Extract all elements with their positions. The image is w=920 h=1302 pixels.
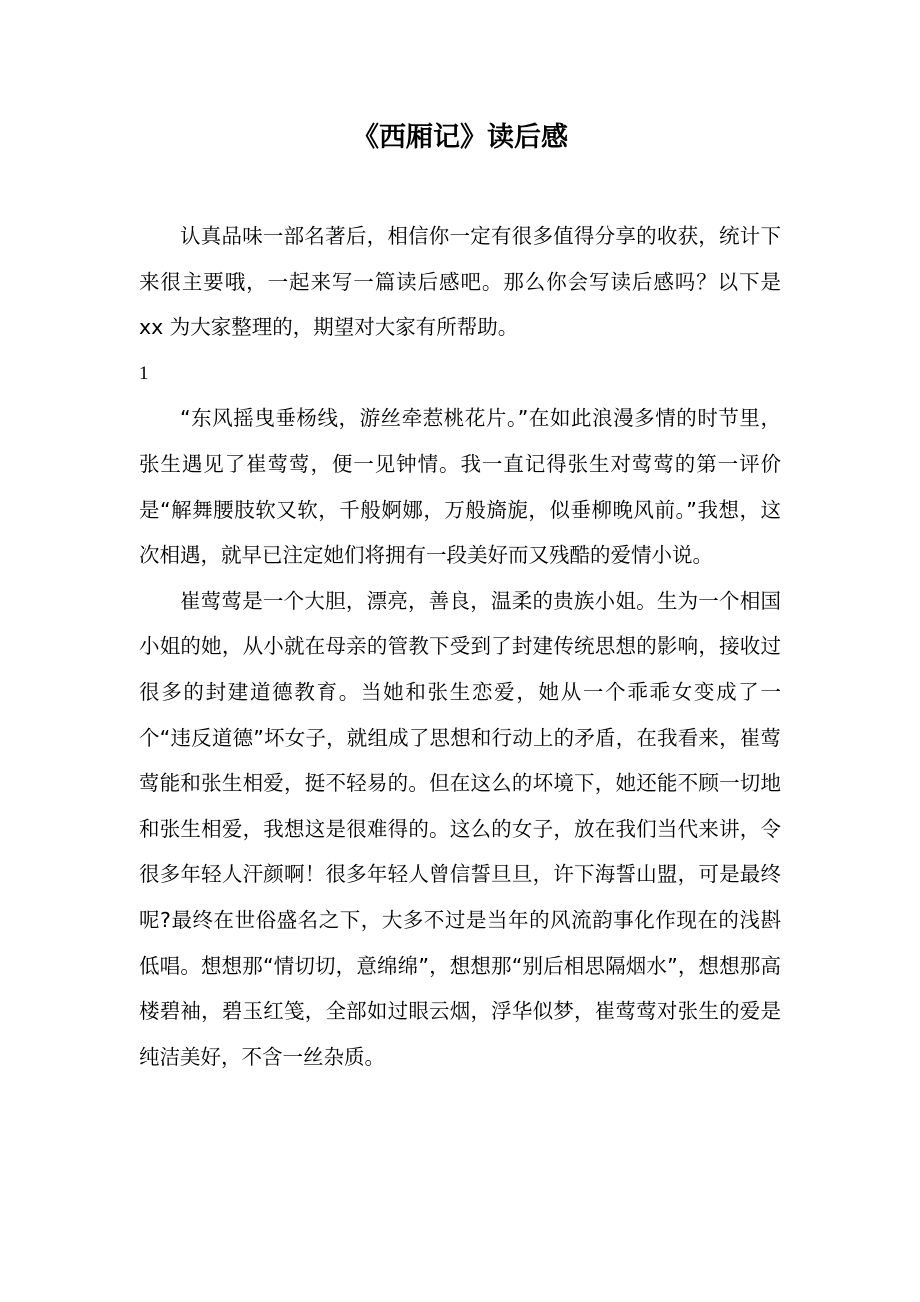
intro-paragraph: 认真品味一部名著后，相信你一定有很多值得分享的收获，统计下来很主要哦，一起来写一篇读后感吧。那么你会写读后感吗？以下是 xx 为大家整理的，期望对大家有所帮助。 [139, 224, 781, 340]
page-title: 《西厢记》读后感 [352, 122, 568, 153]
body-paragraph-2: 崔莺莺是一个大胆，漂亮，善良，温柔的贵族小姐。生为一个相国小姐的她，从小就在母亲的管教下受到了封建传统思想的影响，接收过很多的封建道德教育。当她和张生恋爱，她从一个乖乖女变成了一个“违反道德”坏女子，就组成了思想和行动上的矛盾，在我看来，崔莺莺能和张生相爱，挺不轻易的。但在这么的坏境下，她还能不顾一切地和张生相爱，我想这是很难得的。这么的女子，放在我们当代来讲，令很多年轻人汗颜啊！很多年轻人曾信誓旦旦，许下海誓山盟，可是最终呢?最终在世俗盛名之下，大多不过是当年的风流韵事化作现在的浅斟低唱。想想那“情切切，意绵绵”，想想那“别后相思隔烟水”，想想那高楼碧袖，碧玉红笺，全部如过眼云烟，浮华似梦，崔莺莺对张生的爱是纯洁美好，不含一丝杂质。 [139, 588, 781, 1069]
document-body [139, 214, 781, 1080]
section-number: 1 [139, 362, 149, 384]
body-paragraph-1: “东风摇曳垂杨线，游丝牵惹桃花片。”在如此浪漫多情的时节里，张生遇见了崔莺莺，便一见钟情。我一直记得张生对莺莺的第一评价是“解舞腰肢软又软，千般婀娜，万般旖旎，似垂柳晚风前。”我想，这次相遇，就早已注定她们将拥有一段美好而又残酷的爱情小说。 [139, 406, 781, 568]
